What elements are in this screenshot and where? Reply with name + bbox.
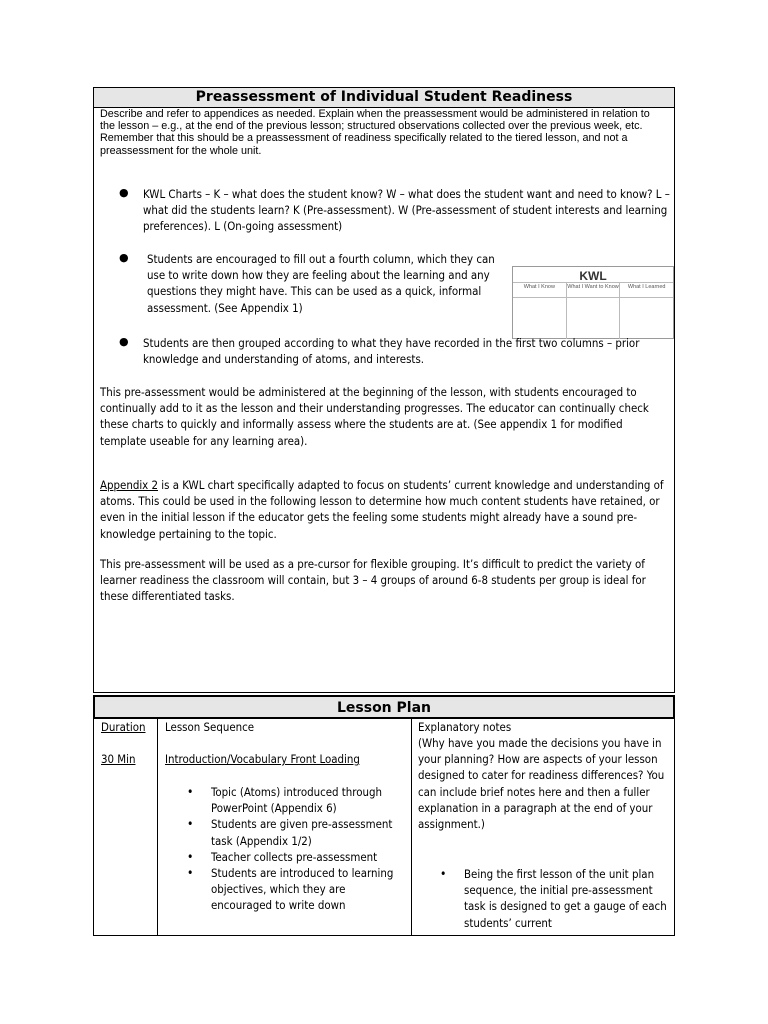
- sequence-item: • Students are introduced to learning objectives, which they are encouraged to write down: [211, 865, 401, 914]
- lesson-plan-table: [93, 719, 675, 936]
- lesson-plan-title: Lesson Plan: [336, 700, 431, 716]
- sequence-item: • Teacher collects pre-assessment: [211, 849, 401, 865]
- note-item: • Being the first lesson of the unit plan sequence, the initial pre-assessment task is designed to get a gauge of each students’ current: [464, 866, 669, 931]
- duration-value: 30 Min: [101, 752, 136, 766]
- sequence-section-title: Introduction/Vocabulary Front Loading: [165, 752, 360, 766]
- lesson-sequence-header: Lesson Sequence: [165, 720, 255, 734]
- kwl-column-want: What I Want to Know: [567, 283, 621, 297]
- kwl-chart-title: KWL: [579, 269, 607, 283]
- instructions-text: Describe and refer to appendices as needed. Explain when the preassessment would be administered in relation to the lesson – e.g., at the end of the previous lesson; structured observations collected over the previous week, etc. Remember that this should be a preassessment of readiness specifically related to the tiered lesson, and not a preassessment for the whole unit.: [100, 108, 650, 157]
- kwl-chart-header: [513, 282, 673, 298]
- explanatory-notes-list: [464, 866, 669, 931]
- bullet-kwl-charts: KWL Charts – K – what does the student know? W – what does the student want and need to know? L – what did the students learn? K (Pre-assessment). W (Pre-assessment of student interests and learning preferences). L (On-going assessment): [143, 187, 670, 234]
- column-divider: [157, 719, 158, 935]
- preassessment-title: Preassessment of Individual Student Readiness: [195, 89, 573, 105]
- lesson-sequence-list: [211, 784, 401, 914]
- kwl-cell: [620, 297, 673, 339]
- appendix-2-link[interactable]: Appendix 2: [100, 478, 159, 492]
- lesson-plan-title-bar: [93, 695, 675, 719]
- bullet-grouping: Students are then grouped according to what they have recorded in the first two columns – prior knowledge and understanding of atoms, and interests.: [143, 336, 640, 367]
- explanatory-notes-prompt: (Why have you made the decisions you have in your planning? How are aspects of your lesson designed to cater for readiness differences? You can include brief notes here and then a fuller explanation in a paragraph at the end of your assignment.): [418, 736, 665, 832]
- kwl-chart-image: [512, 266, 674, 339]
- appendix-2-paragraph: [100, 477, 666, 542]
- appendix-2-description: is a KWL chart specifically adapted to focus on students’ current knowledge and understanding of atoms. This could be used in the following lesson to determine how much content students have retained, or even in the initial lesson if the educator gets the feeling some students might already have a sound pre-knowledge pertaining to the topic.: [100, 478, 664, 541]
- bullet-icon: ●: [119, 186, 129, 199]
- preassessment-section: [93, 87, 675, 693]
- kwl-cell: [567, 297, 621, 339]
- bullet-icon: ●: [119, 335, 129, 348]
- explanatory-notes-header: Explanatory notes: [418, 720, 512, 734]
- bullet-fourth-column: Students are encouraged to fill out a fourth column, which they can use to write down how they are feeling about the learning and any questions they might have. This can be used as a quick, informal assessment. (See Appendix 1): [147, 252, 495, 315]
- kwl-chart-body: [513, 297, 673, 339]
- bullet-icon: ●: [119, 251, 129, 264]
- kwl-column-know: What I Know: [513, 283, 567, 297]
- kwl-column-learned: What I Learned: [627, 284, 666, 290]
- sequence-item: • Topic (Atoms) introduced through PowerPoint (Appendix 6): [211, 784, 401, 816]
- sequence-item: • Students are given pre-assessment task (Appendix 1/2): [211, 816, 401, 848]
- duration-header: Duration: [101, 720, 146, 734]
- column-divider: [411, 719, 412, 935]
- flexible-grouping-paragraph: This pre-assessment will be used as a pre-cursor for flexible grouping. It’s difficult to predict the variety of learner readiness the classroom will contain, but 3 – 4 groups of around 6-8 students per group is ideal for these differentiated tasks.: [100, 557, 646, 604]
- preassessment-title-bar: [94, 88, 674, 108]
- kwl-cell: [513, 297, 567, 339]
- administration-paragraph: This pre-assessment would be administered at the beginning of the lesson, with students encouraged to continually add to it as the lesson and their understanding progresses. The educator can continually check these charts to quickly and informally assess where the students are at. (See appendix 1 for modified template useable for any learning area).: [100, 385, 649, 448]
